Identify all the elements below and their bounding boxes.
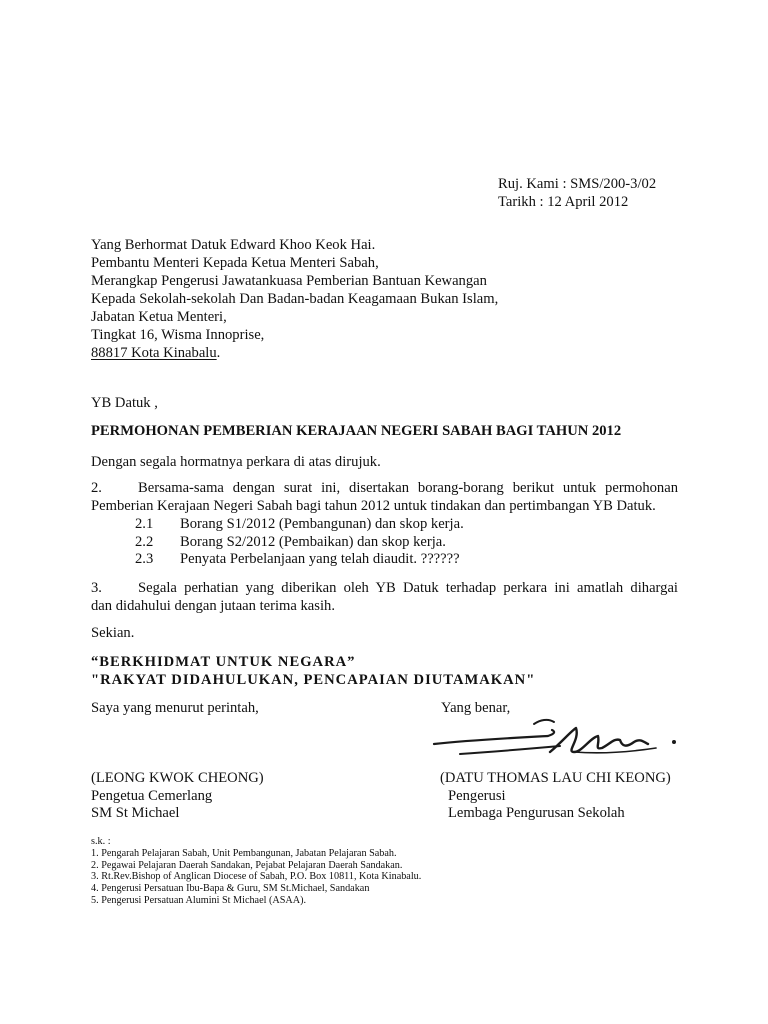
signatory-left-org: SM St Michael: [91, 805, 180, 821]
letter-date: Tarikh : 12 April 2012: [498, 193, 629, 210]
list-item-number: 2.1: [135, 516, 154, 532]
handwritten-signature: [430, 712, 690, 772]
paragraph-2: [91, 480, 678, 516]
motto-line-1: “BERKHIDMAT UNTUK NEGARA”: [91, 654, 356, 670]
list-item-text: Penyata Perbelanjaan yang telah diaudit. ??????: [180, 551, 460, 567]
closing-word: Sekian.: [91, 625, 135, 641]
motto-line-2: "RAKYAT DIDAHULUKAN, PENCAPAIAN DIUTAMAKAN": [91, 672, 536, 688]
signoff-left: Saya yang menurut perintah,: [91, 700, 259, 716]
cc-item: 1. Pengarah Pelajaran Sabah, Unit Pembangunan, Jabatan Pelajaran Sabah.: [91, 847, 397, 859]
list-item: [135, 551, 464, 569]
address-line: Kepada Sekolah-sekolah Dan Badan-badan Keagamaan Bukan Islam,: [91, 291, 499, 307]
signatory-left: [91, 770, 264, 823]
address-line: Pembantu Menteri Kepada Ketua Menteri Sabah,: [91, 255, 379, 271]
signatory-right: [440, 770, 671, 823]
reference-number: Ruj. Kami : SMS/200-3/02: [498, 176, 657, 192]
list-item-text: Borang S1/2012 (Pembangunan) dan skop kerja.: [180, 516, 464, 532]
paragraph-2-text-1: Bersama-sama dengan surat ini, disertakan borang-borang berikut untuk permohonan: [138, 480, 678, 496]
paragraph-1: Dengan segala hormatnya perkara di atas dirujuk.: [91, 454, 381, 470]
paragraph-number: 3.: [91, 580, 102, 596]
cc-label: s.k. :: [91, 836, 111, 847]
signatory-right-name: (DATU THOMAS LAU CHI KEONG): [440, 770, 671, 786]
paragraph-2-line-2: Pemberian Kerajaan Negeri Sabah bagi tahun 2012 untuk tindakan dan pertimbangan YB Datuk.: [91, 498, 656, 514]
list-item-number: 2.2: [135, 533, 154, 550]
address-line: Yang Berhormat Datuk Edward Khoo Keok Hai.: [91, 237, 376, 253]
signatory-right-title: Pengerusi: [448, 787, 506, 804]
paragraph-3-line-2: dan didahului dengan jutaan terima kasih.: [91, 598, 335, 614]
cc-item: 3. Rt.Rev.Bishop of Anglican Diocese of Sabah, P.O. Box 10811, Kota Kinabalu.: [91, 871, 422, 883]
carbon-copy-list: [91, 836, 421, 907]
list-item-number: 2.3: [135, 551, 154, 567]
signatory-left-title: Pengetua Cemerlang: [91, 787, 213, 804]
address-line: Jabatan Ketua Menteri,: [91, 309, 227, 325]
signoff-right: Yang benar,: [441, 700, 511, 716]
paragraph-3-text-1: Segala perhatian yang diberikan oleh YB Datuk terhadap perkara ini amatlah dihargai: [138, 580, 678, 596]
salutation: YB Datuk ,: [91, 395, 158, 411]
signatory-left-name: (LEONG KWOK CHEONG): [91, 770, 264, 786]
list-item: [135, 534, 464, 552]
list-item-text: Borang S2/2012 (Pembaikan) dan skop kerja.: [180, 533, 446, 550]
cc-item: 4. Pengerusi Persatuan Ibu-Bapa & Guru, SM St.Michael, Sandakan: [91, 883, 370, 895]
address-line-postcode: [91, 345, 498, 363]
cc-item: 2. Pegawai Pelajaran Daerah Sandakan, Pejabat Pelajaran Daerah Sandakan.: [91, 859, 403, 871]
paragraph-2-line-1: [91, 480, 678, 498]
paragraph-3: [91, 580, 678, 616]
address-line: Merangkap Pengerusi Jawatankuasa Pemberian Bantuan Kewangan: [91, 273, 487, 289]
recipient-address: [91, 237, 498, 363]
address-line: Tingkat 16, Wisma Innoprise,: [91, 327, 265, 343]
list-item: [135, 516, 464, 534]
attachment-list: [135, 516, 464, 569]
reference-block: [498, 176, 656, 211]
motto-block: [91, 654, 535, 690]
paragraph-number: 2.: [91, 480, 102, 496]
signatory-right-org: Lembaga Pengurusan Sekolah: [448, 805, 625, 821]
letter-subject: PERMOHONAN PEMBERIAN KERAJAAN NEGERI SABAH BAGI TAHUN 2012: [91, 423, 622, 439]
postcode-suffix: .: [216, 345, 221, 361]
cc-item: 5. Pengerusi Persatuan Alumini St Michael (ASAA).: [91, 894, 307, 906]
postcode-city: 88817 Kota Kinabalu: [91, 345, 217, 361]
paragraph-3-line-1: [91, 580, 678, 598]
